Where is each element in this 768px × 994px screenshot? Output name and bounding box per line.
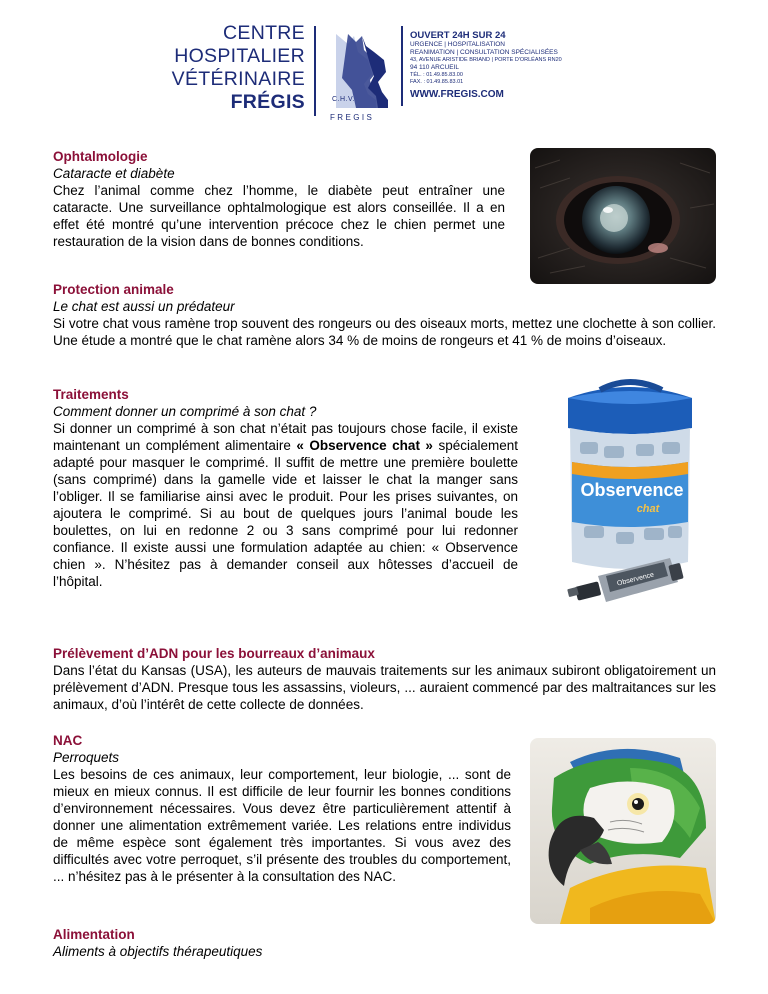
section-heading: Alimentation (53, 927, 135, 942)
section-alimentation (53, 926, 716, 960)
services-line: URGENCE | HOSPITALISATION (410, 41, 505, 48)
observence-jar-photo-icon (540, 376, 720, 614)
fax-line: FAX. : 01.49.85.83.01 (410, 79, 464, 85)
product-name: « Observence chat » (296, 438, 433, 453)
section-traitements (53, 386, 518, 590)
open-hours: OUVERT 24H SUR 24 (410, 30, 506, 41)
section-protection (53, 281, 716, 349)
macaw-parrot-photo-icon (530, 738, 716, 924)
jar-sub-label: chat (636, 503, 660, 515)
body-text: spécialement adapté pour masquer le comprimé. Il suffit de mettre une première boulette (sans comprimé) dans la gamelle vide et laisser le chat la manger sans l’obliger. Il se familiarise ainsi avec le produit. Pour les prises suivantes, on ajoutera le comprimé. Si au bout de quelques jours l’animal boude les boulettes, on lui en redonne 2 ou 3 sans comprimé pour lui redonner confiance. Il existe aussi une formulation adaptée au chien: « Observence chien ». N’hésitez pas à demander conseil aux hôtesses d’accueil de l’hôpital. (53, 438, 518, 589)
hospital-name-line: HOSPITALIER (174, 45, 305, 67)
section-heading: NAC (53, 733, 83, 748)
dog-eye-cataract-photo-icon (530, 148, 716, 284)
logo-initials: C.H.V. (332, 96, 355, 103)
section-heading: Prélèvement d’ADN pour les bourreaux d’animaux (53, 646, 375, 661)
address-line: 43, AVENUE ARISTIDE BRIAND | PORTE D'ORLÉANS RN20 (410, 57, 562, 63)
letterhead (0, 0, 768, 135)
section-body: Les besoins de ces animaux, leur comportement, leur biologie, ... sont de mieux en mieux connus. Il est difficile de leur fournir les bonnes conditions d’environnement nécessaires. Vous devez être particulièrement attentif à donner une alimentation extrêmement variée. Les relations entre individus de même espèce sont également très importantes. Si vous avez des difficultés avec votre perroquet, s’il présente des troubles du comportement, ... n’hésitez pas à le présenter à la consultation des NAC. (53, 767, 511, 884)
tube-label: Observence (616, 571, 655, 588)
services-line: REANIMATION | CONSULTATION SPÉCIALISÉES (410, 49, 558, 56)
city-line: 94 110 ARCUEIL (410, 64, 460, 71)
section-body (53, 420, 518, 590)
contact-info (410, 30, 562, 101)
section-ophtalmologie (53, 148, 505, 250)
hospital-name-line: VÉTÉRINAIRE (171, 68, 305, 90)
section-subheading: Aliments à objectifs thérapeutiques (53, 944, 263, 959)
section-subheading: Cataracte et diabète (53, 166, 175, 181)
tel-line: TÉL. : 01.49.85.83.00 (410, 72, 463, 78)
body-text: Si donner un comprimé à son chat n’était pas toujours chose facile, il existe maintenant un complément alimentaire (53, 421, 518, 453)
website-link[interactable]: WWW.FREGIS.COM (410, 89, 504, 100)
section-body: Dans l’état du Kansas (USA), les auteurs de mauvais traitements sur les animaux subiront obligatoirement un prélèvement d’ADN. Presque tous les assassins, violeurs, ... auraient commencé par des maltraitances sur les animaux, d’où l’intérêt de cette collecte de données. (53, 663, 716, 712)
section-heading: Ophtalmologie (53, 149, 148, 164)
divider (314, 26, 316, 116)
section-nac (53, 732, 511, 885)
divider (401, 26, 403, 106)
section-subheading: Comment donner un comprimé à son chat ? (53, 404, 317, 419)
hospital-name-line: FRÉGIS (230, 91, 305, 113)
section-subheading: Le chat est aussi un prédateur (53, 299, 235, 314)
section-body: Chez l’animal comme chez l’homme, le diabète peut entraîner une cataracte. Une surveillance ophtalmologique est alors conseillée. Il a en effet été montré qu’une intervention précoce chez le chien permet une restauration de la vision dans de bonnes conditions. (53, 183, 505, 249)
hospital-name-line: CENTRE (223, 22, 305, 44)
section-heading: Traitements (53, 387, 129, 402)
section-heading: Protection animale (53, 282, 174, 297)
logo-name: FREGIS (330, 113, 375, 122)
jar-brand-label: Observence (580, 480, 684, 500)
section-subheading: Perroquets (53, 750, 120, 765)
section-adn (53, 645, 716, 713)
hospital-name (170, 22, 305, 114)
section-body: Si votre chat vous ramène trop souvent des rongeurs ou des oiseaux morts, mettez une clochette à son collier. Une étude a montré que le chat ramène alors 34 % de moins de rongeurs et 41 % de moins d’oiseaux. (53, 316, 716, 348)
